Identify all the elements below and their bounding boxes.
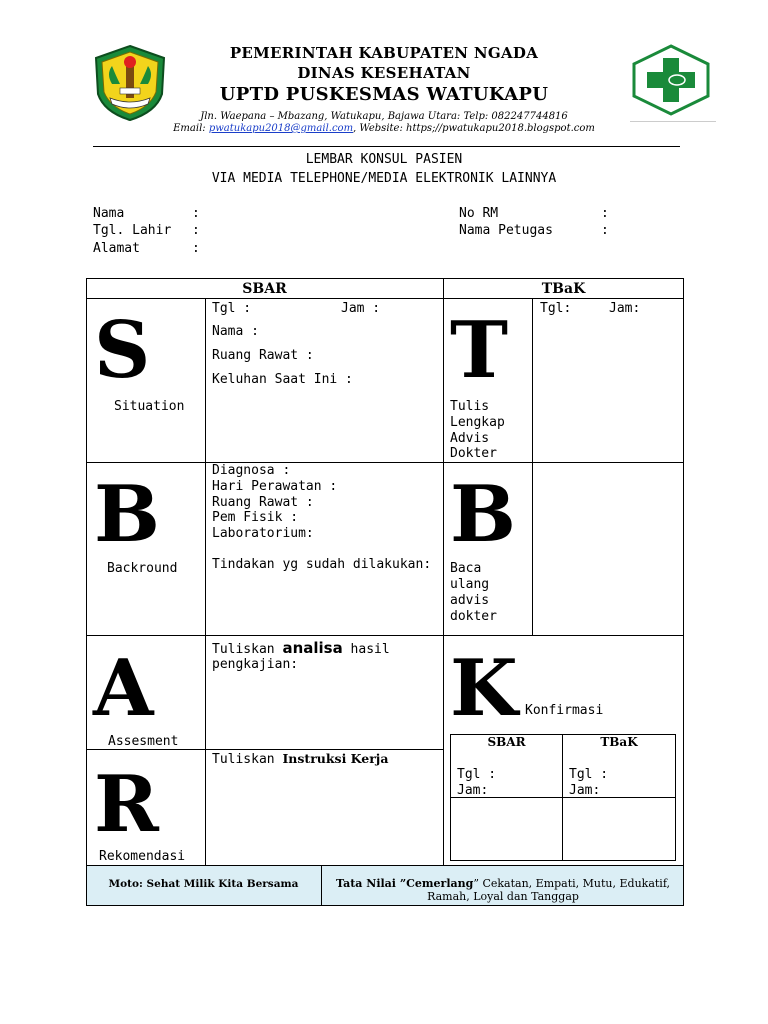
b2-line-3: advis (450, 593, 490, 608)
t-line-3: Advis (450, 431, 490, 446)
r-instruction (212, 751, 388, 768)
s-nama: Nama : (212, 324, 259, 339)
nilai-pre: Tata Nilai ” (335, 877, 407, 890)
s-keluhan: Keluhan Saat Ini : (212, 372, 353, 387)
letter-b: B (94, 469, 160, 560)
letter-s: S (94, 305, 151, 396)
a-post: hasil (342, 642, 390, 657)
colon-alamat: : (192, 241, 200, 256)
letter-r: R (94, 759, 159, 850)
footer-tata-nilai (322, 877, 684, 903)
colon-tgl-lahir: : (192, 223, 200, 238)
header-line-3: UPTD PUSKESMAS WATUKAPU (219, 84, 549, 105)
a-line-2: pengkajian: (212, 657, 299, 672)
t-line-1: Tulis (450, 399, 490, 414)
b-pem-fisik: Pem Fisik : (212, 510, 299, 525)
label-nama: Nama (93, 206, 125, 221)
label-situation: Situation (114, 399, 185, 414)
b2-line-4: dokter (450, 609, 497, 624)
header-sbar: SBAR (242, 281, 287, 297)
a-instruction (212, 640, 390, 658)
k-sbar-jam: Jam: (457, 783, 489, 798)
t-line-4: Dokter (450, 446, 497, 461)
r-bold: Instruksi Kerja (282, 751, 389, 766)
b-ruang-rawat: Ruang Rawat : (212, 495, 314, 510)
b-hari-perawatan: Hari Perawatan : (212, 479, 338, 494)
label-assesment: Assesment (108, 734, 179, 749)
colon-nama-petugas: : (601, 223, 609, 238)
k-tbak-tgl: Tgl : (569, 767, 609, 782)
form-title-1: LEMBAR KONSUL PASIEN (305, 152, 463, 167)
label-rekomendasi: Rekomendasi (99, 849, 186, 864)
nilai-bold: Cemerlang (406, 877, 474, 890)
label-konfirmasi: Konfirmasi (525, 703, 604, 718)
footer-moto: Moto: Sehat Milik Kita Bersama (108, 878, 299, 890)
header-line-1: PEMERINTAH KABUPATEN NGADA (229, 44, 539, 62)
header-tbak: TBaK (541, 281, 586, 297)
b2-line-1: Baca (450, 561, 482, 576)
letter-k: K (450, 643, 518, 734)
s-tgl: Tgl : (212, 301, 252, 316)
k-sub-sbar: SBAR (487, 735, 526, 749)
colon-nama: : (192, 206, 200, 221)
email-label: Email: (173, 123, 209, 134)
label-no-rm: No RM (459, 206, 499, 221)
t-line-2: Lengkap (450, 415, 505, 430)
t-tgl: Tgl: (540, 301, 572, 316)
label-tgl-lahir: Tgl. Lahir (93, 223, 172, 238)
letter-t: T (450, 305, 509, 396)
s-ruang-rawat: Ruang Rawat : (212, 348, 314, 363)
letter-a: A (93, 643, 154, 734)
s-jam: Jam : (341, 301, 381, 316)
t-jam: Jam: (609, 301, 641, 316)
a-pre: Tuliskan (212, 642, 283, 657)
a-bold: analisa (282, 639, 343, 657)
email-link[interactable]: pwatukapu2018@gmail.com (208, 123, 354, 134)
b-diagnosa: Diagnosa : (212, 463, 291, 478)
header-contact (0, 123, 768, 134)
colon-no-rm: : (601, 206, 609, 221)
label-backround: Backround (107, 561, 178, 576)
header-address: Jln. Waepana – Mbazang, Watukapu, Bajawa Utara: Telp: 082247744816 (200, 111, 568, 122)
label-nama-petugas: Nama Petugas (459, 223, 553, 238)
nilai-post: ” Cekatan, Empati, Mutu, Edukatif, (473, 877, 671, 890)
b-laboratorium: Laboratorium: (212, 526, 314, 541)
k-tbak-jam: Jam: (569, 783, 601, 798)
label-alamat: Alamat (93, 241, 140, 256)
r-pre: Tuliskan (212, 752, 283, 767)
k-sbar-tgl: Tgl : (457, 767, 497, 782)
b-tindakan: Tindakan yg sudah dilakukan: (212, 557, 432, 572)
b2-line-2: ulang (450, 577, 490, 592)
header-divider (93, 146, 680, 147)
letter-b2: B (450, 469, 516, 560)
nilai-line-2: Ramah, Loyal dan Tanggap (427, 890, 579, 903)
k-sub-tbak: TBaK (600, 735, 638, 749)
form-title-2: VIA MEDIA TELEPHONE/MEDIA ELEKTRONIK LAINNYA (211, 171, 557, 186)
header-line-2: DINAS KESEHATAN (297, 64, 471, 82)
website-text: , Website: https;//pwatukapu2018.blogspot.com (353, 123, 595, 134)
